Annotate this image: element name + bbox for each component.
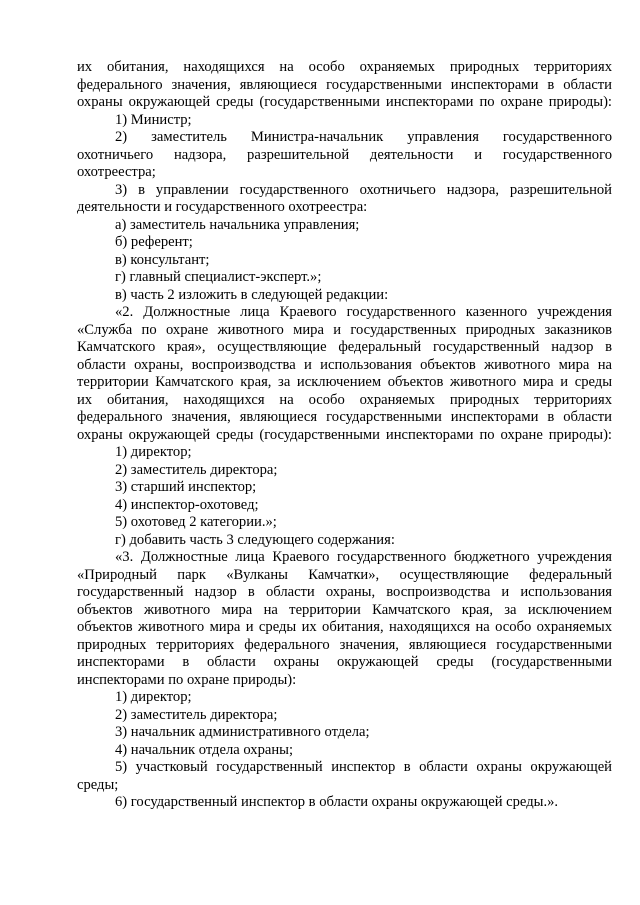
list-item — [77, 252, 612, 270]
text-line: охраны окружающей среды (государственными инспекторами по охране природы): — [77, 94, 612, 110]
text-line: Камчатского края», осуществляющие федеральный государственный надзор в — [77, 339, 612, 355]
text-line: 1) Министр; — [115, 111, 192, 128]
text-line: деятельности и государственного охотреестра: — [77, 199, 368, 215]
text-line: 6) государственный инспектор в области охраны окружающей среды.». — [115, 794, 559, 810]
list-item — [77, 462, 612, 480]
list-item — [77, 182, 612, 217]
text-line: 2) заместитель директора; — [115, 706, 278, 723]
text-line: а) заместитель начальника управления; — [115, 216, 360, 233]
text-line: инспекторами по охране природы): — [77, 671, 297, 688]
text-line: федерального значения, являющиеся государственными инспекторами в области — [77, 409, 612, 425]
quoted-paragraph-part-3 — [77, 549, 612, 689]
quoted-paragraph-part-2 — [77, 304, 612, 444]
text-line: «Служба по охране животного мира и государственных природных заказников — [77, 321, 612, 338]
text-line: охотреестра; — [77, 164, 156, 180]
list-item — [77, 444, 612, 462]
text-line: г) добавить часть 3 следующего содержания: — [115, 531, 395, 548]
text-line: природных территориях федерального значения, являющиеся государственными — [77, 636, 612, 653]
list-item — [77, 794, 612, 812]
text-line: 1) директор; — [115, 444, 192, 460]
list-item — [77, 514, 612, 532]
text-line: государственный надзор в области охраны, воспроизводства и использования — [77, 584, 612, 600]
text-line: 4) начальник отдела охраны; — [115, 741, 294, 758]
text-line: инспекторами в области охраны окружающей среды (государственными — [77, 654, 612, 670]
list-item — [77, 234, 612, 252]
text-line: их обитания, находящихся на особо охраняемых природных территориях — [77, 59, 612, 75]
text-line: охраны окружающей среды (государственными инспекторами по охране природы): — [77, 426, 612, 443]
text-line: среды; — [77, 776, 119, 793]
list-item — [77, 724, 612, 742]
text-line: г) главный специалист-эксперт.»; — [115, 269, 322, 285]
text-line: 2) заместитель директора; — [115, 461, 278, 478]
list-item — [77, 707, 612, 725]
text-line: «2. Должностные лица Краевого государственного казенного учреждения — [115, 304, 612, 320]
list-item — [77, 269, 612, 287]
text-line: объектов животного мира и среды их обитания, находящихся на особо охраняемых — [77, 619, 612, 635]
text-line: 5) участковый государственный инспектор в области охраны окружающей — [115, 759, 612, 775]
text-line: 3) в управлении государственного охотничьего надзора, разрешительной — [115, 181, 612, 198]
list-item — [77, 532, 612, 550]
list-item — [77, 129, 612, 182]
text-line: 3) начальник административного отдела; — [115, 724, 370, 740]
text-line: федерального значения, являющиеся государственными инспекторами в области — [77, 76, 612, 93]
text-line: в) часть 2 изложить в следующей редакции: — [115, 286, 389, 303]
list-item — [77, 497, 612, 515]
list-item — [77, 112, 612, 130]
text-line: охотничьего надзора, разрешительной деятельности и государственного — [77, 146, 612, 163]
list-item — [77, 759, 612, 794]
text-line: объектов животного мира на территории Камчатского края, за исключением — [77, 601, 612, 618]
text-line: 3) старший инспектор; — [115, 479, 257, 495]
text-line: «3. Должностные лица Краевого государственного бюджетного учреждения — [115, 549, 612, 565]
list-item — [77, 479, 612, 497]
paragraph-continuation — [77, 59, 612, 112]
text-line: 1) директор; — [115, 689, 192, 705]
list-item — [77, 217, 612, 235]
list-item — [77, 742, 612, 760]
list-item — [77, 689, 612, 707]
text-line: «Природный парк «Вулканы Камчатки», осуществляющие федеральный — [77, 566, 612, 583]
text-line: б) референт; — [115, 234, 193, 250]
list-item — [77, 287, 612, 305]
text-line: 2) заместитель Министра-начальник управления государственного — [115, 129, 612, 145]
text-line: 5) охотовед 2 категории.»; — [115, 514, 277, 530]
text-line: их обитания, находящихся на особо охраняемых природных территориях — [77, 391, 612, 408]
document-body — [77, 59, 612, 812]
text-line: в) консультант; — [115, 251, 210, 268]
text-line: 4) инспектор-охотовед; — [115, 496, 259, 513]
text-line: территории Камчатского края, за исключением объектов животного мира и среды — [77, 374, 612, 390]
text-line: области охраны, воспроизводства и использования объектов животного мира на — [77, 356, 612, 373]
